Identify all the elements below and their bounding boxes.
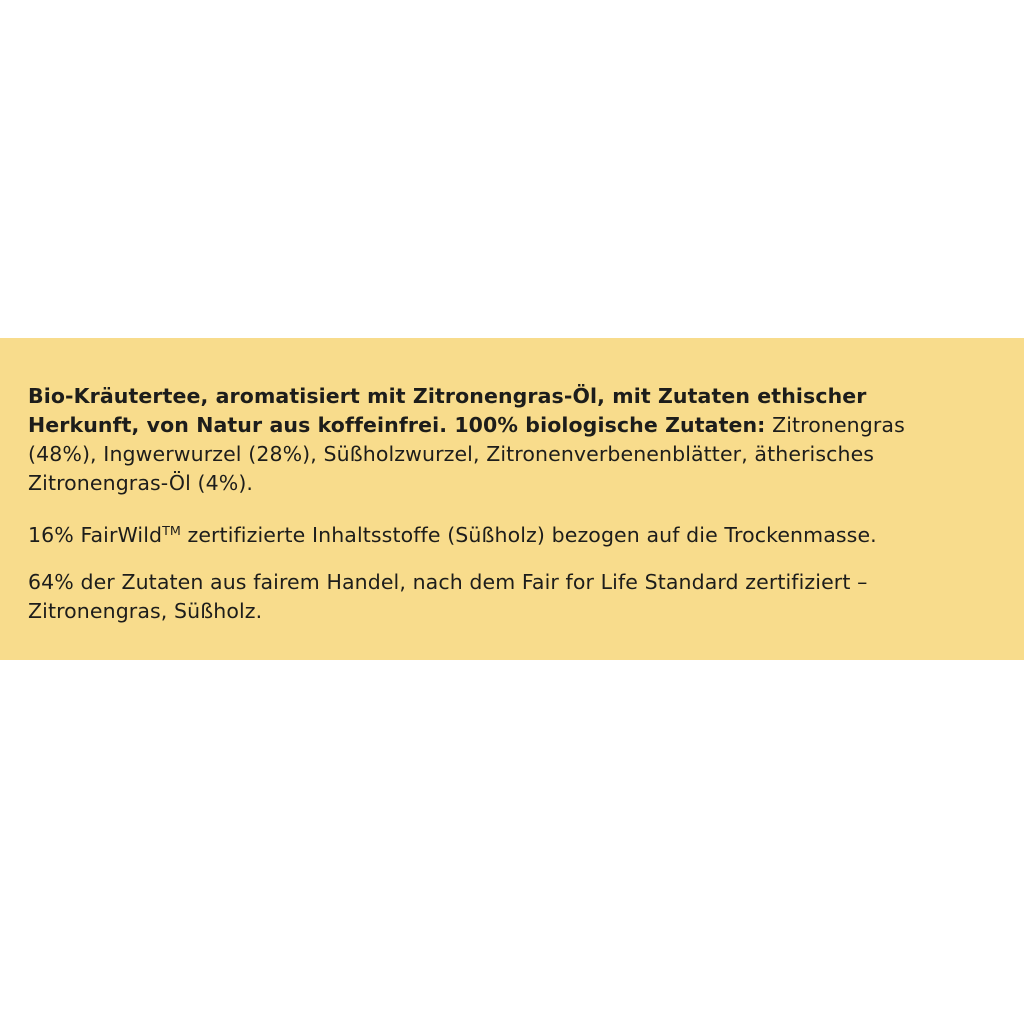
ingredients-intro-bold: Bio-Kräutertee, aromatisiert mit Zitronengras-Öl, mit Zutaten ethischer Herkunft, von Natur aus koffeinfrei. 100% biologische Zutaten: (28, 384, 867, 437)
fairwild-prefix: 16% FairWild (28, 522, 163, 547)
fairwild-paragraph (28, 516, 978, 550)
fairwild-rest: zertifizierte Inhaltsstoffe (Süßholz) bezogen auf die Trockenmasse. (180, 522, 877, 547)
ingredients-paragraph (28, 382, 978, 498)
ingredients-label-panel (0, 338, 1024, 660)
fairtrade-paragraph: 64% der Zutaten aus fairem Handel, nach dem Fair for Life Standard zertifiziert – Zitronengras, Süßholz. (28, 569, 868, 623)
ingredients-intro-rest: Zitronengras (48%), Ingwerwurzel (28%), Süßholzwurzel, Zitronenverbenenblätter, ätherisches Zitronengras-Öl (4%). (28, 413, 905, 495)
trademark-symbol: TM (162, 523, 181, 538)
